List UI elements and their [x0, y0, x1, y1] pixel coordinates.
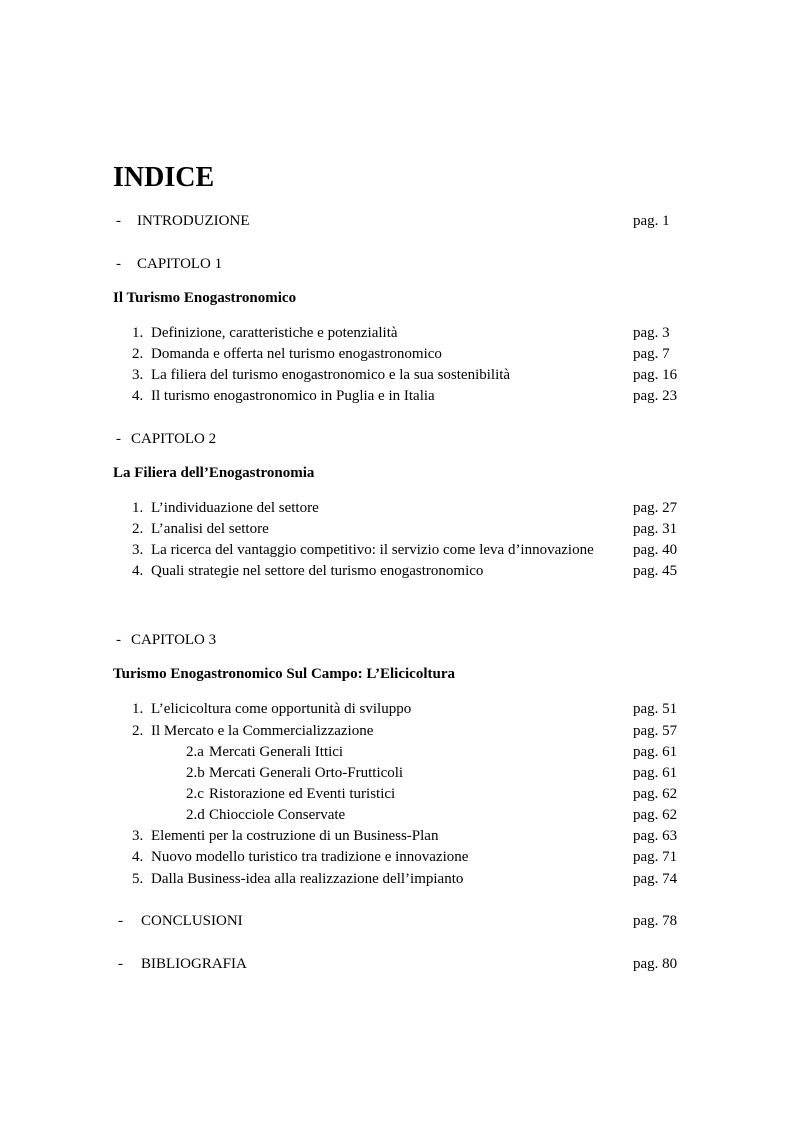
item-number: 2. [132, 723, 144, 739]
item-label: L’analisi del settore [151, 521, 269, 537]
item-label: Mercati Generali Orto-Frutticoli [209, 765, 404, 781]
chapter-2-title: La Filiera dell’Enogastronomia [113, 465, 315, 481]
item-page: pag. 27 [633, 500, 678, 516]
item-page: pag. 40 [633, 542, 678, 558]
item-label: La ricerca del vantaggio competitivo: il servizio come leva d’innovazione [151, 542, 594, 558]
item-number: 1. [132, 701, 144, 717]
item-number: 3. [132, 828, 144, 844]
item-page: pag. 71 [633, 849, 678, 865]
chapter-label: CAPITOLO 3 [131, 632, 217, 648]
toc-subitem [0, 742, 794, 762]
entry-label: INTRODUZIONE [137, 213, 250, 229]
chapter-label: CAPITOLO 1 [137, 256, 223, 272]
entry-dash: - [116, 632, 121, 648]
page-title: INDICE [113, 162, 215, 193]
item-label: Elementi per la costruzione di un Business-Plan [151, 828, 439, 844]
item-label: Ristorazione ed Eventi turistici [209, 786, 396, 802]
toc-entry-bibliografia [0, 954, 794, 974]
chapter-3-title: Turismo Enogastronomico Sul Campo: L’Elicicoltura [113, 666, 455, 682]
item-number: 3. [132, 542, 144, 558]
toc-item [0, 826, 794, 846]
item-label: Mercati Generali Ittici [209, 744, 344, 760]
item-number: 3. [132, 367, 144, 383]
item-number: 2.c [186, 786, 204, 802]
item-page: pag. 23 [633, 388, 678, 404]
toc-entry-conclusioni [0, 911, 794, 931]
toc-item [0, 869, 794, 889]
item-label: La filiera del turismo enogastronomico e la sua sostenibilità [151, 367, 511, 383]
item-page: pag. 45 [633, 563, 678, 579]
toc-item [0, 344, 794, 364]
item-number: 2.d [186, 807, 205, 823]
item-page: pag. 63 [633, 828, 678, 844]
item-number: 4. [132, 849, 144, 865]
entry-page: pag. 1 [633, 213, 670, 229]
toc-subitem [0, 763, 794, 783]
item-number: 2.b [186, 765, 205, 781]
entry-label: BIBLIOGRAFIA [141, 956, 247, 972]
item-page: pag. 57 [633, 723, 678, 739]
item-number: 4. [132, 388, 144, 404]
item-number: 1. [132, 325, 144, 341]
entry-dash: - [116, 431, 121, 447]
entry-dash: - [118, 956, 123, 972]
toc-chapter-1 [0, 254, 794, 274]
item-label: Quali strategie nel settore del turismo enogastronomico [151, 563, 484, 579]
entry-label: CONCLUSIONI [141, 913, 243, 929]
item-label: Nuovo modello turistico tra tradizione e innovazione [151, 849, 469, 865]
item-page: pag. 62 [633, 786, 678, 802]
item-page: pag. 61 [633, 744, 678, 760]
toc-item [0, 721, 794, 741]
item-page: pag. 51 [633, 701, 678, 717]
item-label: Chiocciole Conservate [209, 807, 346, 823]
item-number: 2. [132, 521, 144, 537]
item-page: pag. 3 [633, 325, 670, 341]
toc-subitem [0, 784, 794, 804]
toc-item [0, 365, 794, 385]
toc-item [0, 699, 794, 719]
entry-page: pag. 80 [633, 956, 678, 972]
toc-item [0, 847, 794, 867]
chapter-label: CAPITOLO 2 [131, 431, 217, 447]
item-page: pag. 31 [633, 521, 678, 537]
toc-entry-introduzione [0, 211, 794, 231]
item-number: 1. [132, 500, 144, 516]
toc-chapter-2 [0, 429, 794, 449]
entry-dash: - [116, 213, 121, 229]
entry-dash: - [118, 913, 123, 929]
item-label: Domanda e offerta nel turismo enogastronomico [151, 346, 442, 362]
item-number: 5. [132, 871, 144, 887]
item-page: pag. 16 [633, 367, 678, 383]
toc-item [0, 386, 794, 406]
toc-item [0, 323, 794, 343]
item-label: Il turismo enogastronomico in Puglia e in Italia [151, 388, 435, 404]
item-page: pag. 62 [633, 807, 678, 823]
toc-item [0, 561, 794, 581]
item-label: Il Mercato e la Commercializzazione [151, 723, 374, 739]
item-number: 2.a [186, 744, 204, 760]
toc-item [0, 519, 794, 539]
item-label: Definizione, caratteristiche e potenzialità [151, 325, 398, 341]
chapter-1-title: Il Turismo Enogastronomico [113, 290, 297, 306]
item-page: pag. 7 [633, 346, 670, 362]
toc-item [0, 498, 794, 518]
item-number: 4. [132, 563, 144, 579]
entry-page: pag. 78 [633, 913, 678, 929]
toc-subitem [0, 805, 794, 825]
item-label: Dalla Business-idea alla realizzazione dell’impianto [151, 871, 464, 887]
item-label: L’elicicoltura come opportunità di sviluppo [151, 701, 412, 717]
toc-chapter-3 [0, 630, 794, 650]
entry-dash: - [116, 256, 121, 272]
item-number: 2. [132, 346, 144, 362]
toc-item [0, 540, 794, 560]
item-label: L’individuazione del settore [151, 500, 319, 516]
item-page: pag. 74 [633, 871, 678, 887]
item-page: pag. 61 [633, 765, 678, 781]
